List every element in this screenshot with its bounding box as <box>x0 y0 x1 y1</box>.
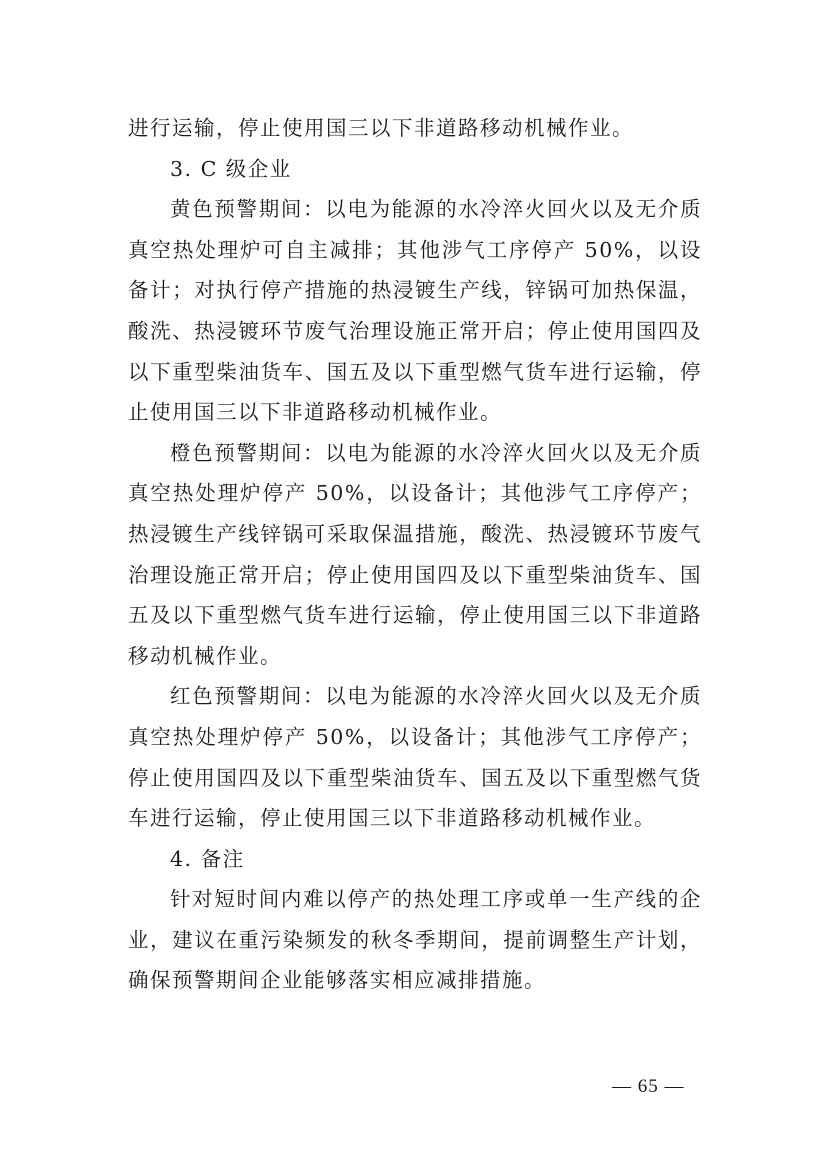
paragraph-notes: 针对短时间内难以停产的热处理工序或单一生产线的企业，建议在重污染频发的秋冬季期间，提前调整生产计划，确保预警期间企业能够落实相应减排措施。 <box>128 887 702 993</box>
paragraph-orange-warning: 橙色预警期间：以电为能源的水冷淬火回火以及无介质真空热处理炉停产 50%，以设备计；其他涉气工序停产；热浸镀生产线锌锅可采取保温措施，酸洗、热浸镀环节废气治理设施正常开启；停止使用国四及以下重型柴油货车、国五及以下重型燃气货车进行运输，停止使用国三以下非道路移动机械作业。 <box>128 440 702 668</box>
paragraph-yellow-warning: 黄色预警期间：以电为能源的水冷淬火回火以及无介质真空热处理炉可自主减排；其他涉气工序停产 50%，以设备计；对执行停产措施的热浸镀生产线，锌锅可加热保温，酸洗、热浸镀环节废气治理设施正常开启；停止使用国四及以下重型柴油货车、国五及以下重型燃气货车进行运输，停止使用国三以下非道路移动机械作业。 <box>128 197 702 425</box>
page-number-footer <box>0 1072 826 1102</box>
page-number: — 65 — <box>612 1076 685 1097</box>
paragraph-continuation: 进行运输，停止使用国三以下非道路移动机械作业。 <box>128 116 634 140</box>
paragraph-red-warning: 红色预警期间：以电为能源的水冷淬火回火以及无介质真空热处理炉停产 50%，以设备计；其他涉气工序停产；停止使用国四及以下重型柴油货车、国五及以下重型燃气货车进行运输，停止使用国三以下非道路移动机械作业。 <box>128 684 702 831</box>
section-heading-c-level: 3. C 级企业 <box>170 156 292 181</box>
document-body <box>128 108 702 1001</box>
section-heading-notes: 4. 备注 <box>170 846 245 871</box>
